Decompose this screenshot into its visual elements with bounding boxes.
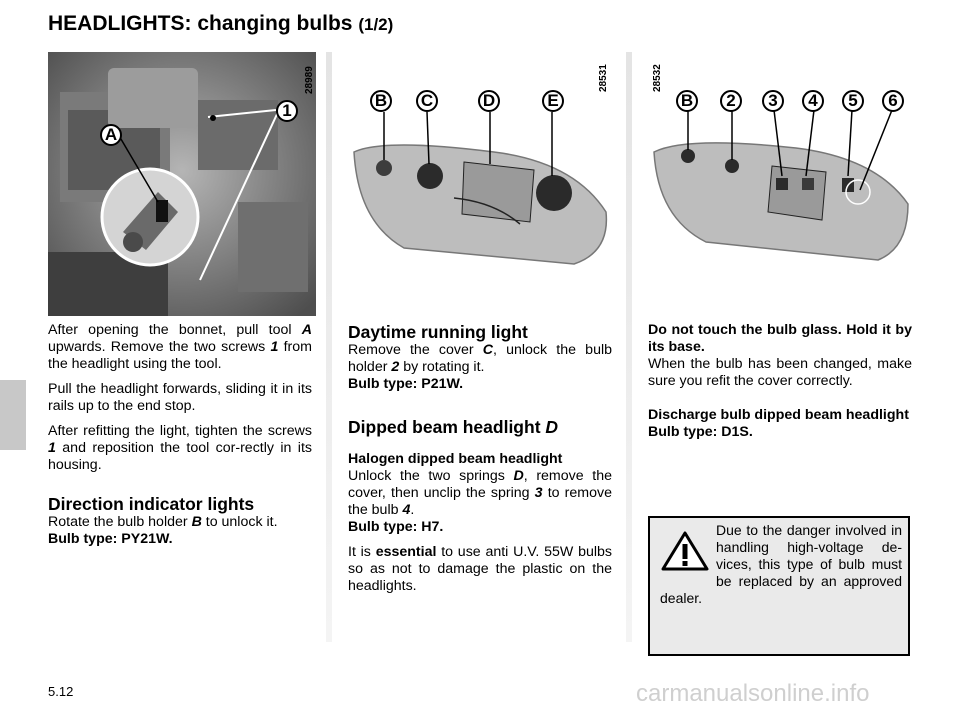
text: , remove the cover, then unclip the spring — [348, 468, 612, 501]
ref-letter: C — [482, 342, 493, 358]
headlight-bulbs-photo — [646, 52, 914, 316]
bonnet-photo-illustration — [48, 52, 316, 316]
warning-box — [648, 516, 910, 656]
text: to unlock it. — [201, 514, 278, 530]
text: , unlock the bulb holder — [348, 342, 612, 375]
headlight-rear-photo — [344, 52, 614, 316]
text: Rotate the bulb holder — [48, 514, 192, 530]
section-tab — [0, 380, 26, 450]
page-number: 5.12 — [48, 684, 74, 699]
photo-reference: 28532 — [652, 64, 663, 92]
photo-reference: 28989 — [304, 66, 315, 94]
text: to use anti U.V. 55W bulbs so as not to damage the plastic on the headlights. — [348, 544, 613, 594]
warning-text — [660, 522, 902, 607]
callout-6: 6 — [882, 90, 904, 112]
text: and reposition the tool cor-rectly in its housing. — [48, 440, 312, 473]
ref-letter: A — [301, 322, 312, 338]
ref-number: 1 — [270, 339, 279, 355]
text: After opening the bonnet, pull tool — [48, 322, 302, 338]
callout-b: B — [676, 90, 698, 112]
paragraph — [48, 322, 312, 373]
bulb-type: Bulb type: P21W. — [348, 376, 464, 392]
bulb-type: Bulb type: D1S. — [648, 424, 753, 440]
column-1 — [48, 322, 312, 556]
paragraph — [348, 342, 612, 376]
text: After refitting the light, tighten the screws — [48, 423, 312, 439]
paragraph — [48, 423, 312, 474]
paragraph: When the bulb has been changed, make sure you refit the cover correctly. — [648, 356, 912, 389]
callout-1: 1 — [276, 100, 298, 122]
callout-c: C — [416, 90, 438, 112]
ref-number: 2 — [391, 359, 400, 375]
page-title-main: HEADLIGHTS: changing bulbs — [48, 12, 353, 35]
column-2 — [348, 322, 612, 603]
ref-letter: D — [513, 468, 524, 484]
warning-bold: Do not touch the bulb glass. Hold it by its base. — [648, 322, 912, 355]
bonnet-photo — [48, 52, 316, 316]
section-heading-daytime-running-light: Daytime running light — [348, 322, 528, 342]
text: by rotating it. — [399, 359, 485, 375]
subheading-discharge: Discharge bulb dipped beam headlight — [648, 407, 909, 423]
watermark: carmanualsonline.info — [636, 680, 870, 707]
text: It is — [348, 544, 376, 560]
text: Remove the cover — [348, 342, 483, 358]
text: Dipped beam headlight — [348, 417, 546, 437]
paragraph — [348, 468, 612, 519]
column-divider — [626, 52, 632, 642]
paragraph — [48, 514, 312, 531]
paragraph: Pull the headlight forwards, sliding it in its rails up to the end stop. — [48, 381, 312, 414]
paragraph — [348, 544, 612, 595]
callout-2: 2 — [720, 90, 742, 112]
ref-letter: B — [191, 514, 202, 530]
bulb-type: Bulb type: H7. — [348, 519, 444, 535]
emphasis: essential — [375, 544, 437, 560]
section-heading-dipped-beam — [348, 417, 612, 437]
text: Unlock the two springs — [348, 468, 514, 484]
callout-a: A — [100, 124, 122, 146]
bulb-type: Bulb type: PY21W. — [48, 531, 173, 547]
ref-number: 3 — [534, 485, 543, 501]
column-3 — [648, 322, 912, 449]
text: from the headlight using the tool. — [48, 339, 312, 372]
column-divider — [326, 52, 332, 642]
page-title-suffix: (1/2) — [358, 15, 394, 34]
text: upwards. Remove the two screws — [48, 339, 271, 355]
ref-letter: D — [545, 417, 559, 437]
text: Due to the danger involved in handling high-voltage de-vices, this type of bulb must be replaced by an approved dealer. — [660, 522, 902, 606]
callout-e: E — [542, 90, 564, 112]
text: . — [410, 502, 415, 518]
text: to remove the bulb — [348, 485, 612, 518]
callout-3: 3 — [762, 90, 784, 112]
callout-b: B — [370, 90, 392, 112]
section-heading-direction-indicator: Direction indicator lights — [48, 494, 255, 514]
ref-number: 4 — [402, 502, 411, 518]
photo-reference: 28531 — [598, 64, 609, 92]
subheading-halogen: Halogen dipped beam headlight — [348, 451, 563, 467]
ref-number: 1 — [48, 440, 56, 456]
callout-5: 5 — [842, 90, 864, 112]
callout-4: 4 — [802, 90, 824, 112]
callout-d: D — [478, 90, 500, 112]
page-title — [48, 12, 393, 36]
